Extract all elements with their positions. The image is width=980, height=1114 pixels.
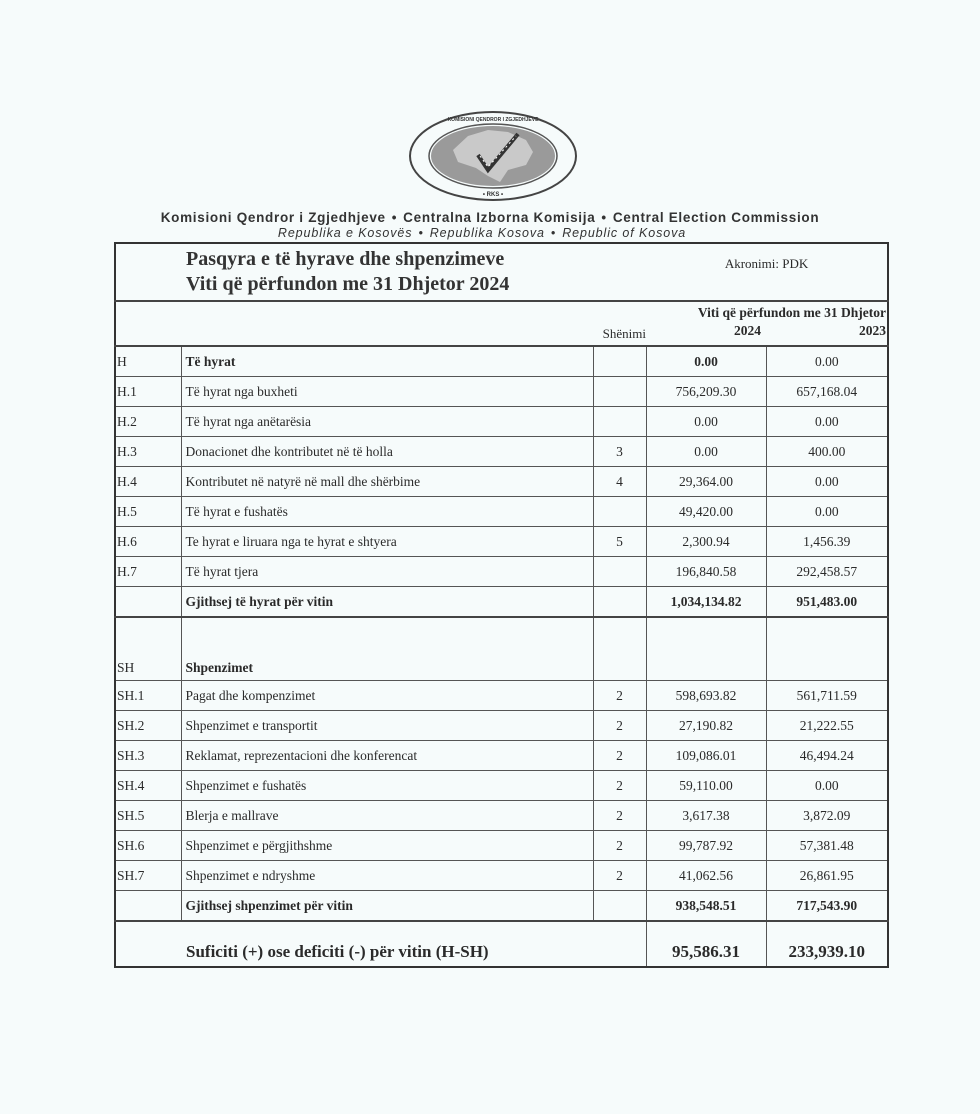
row-label: Blerja e mallrave [181, 801, 593, 831]
row-note: 2 [593, 801, 646, 831]
row-value-2024: 109,086.01 [646, 741, 766, 771]
row-value-2024: 598,693.82 [646, 681, 766, 711]
row-label: Gjithsej të hyrat për vitin [181, 587, 593, 618]
row-note [593, 407, 646, 437]
row-code: SH.3 [115, 741, 181, 771]
row-value-2024: 0.00 [646, 407, 766, 437]
row-value-2024: 938,548.51 [646, 891, 766, 922]
income-rows [115, 377, 888, 587]
row-label: Shpenzimet e fushatës [181, 771, 593, 801]
table-row [115, 497, 888, 527]
income-section-row [115, 346, 888, 377]
row-code: SH.2 [115, 711, 181, 741]
row-code: SH.6 [115, 831, 181, 861]
row-value-2024: 49,420.00 [646, 497, 766, 527]
column-header-row [115, 301, 888, 346]
row-label: Te hyrat e liruara nga te hyrat e shtyera [181, 527, 593, 557]
row-label: Shpenzimet e transportit [181, 711, 593, 741]
row-label: Donacionet dhe kontributet në të holla [181, 437, 593, 467]
row-value-2023: 21,222.55 [766, 711, 888, 741]
row-value-2023: 3,872.09 [766, 801, 888, 831]
republic-name-en: Republic of Kosova [562, 226, 687, 240]
row-code: H.5 [115, 497, 181, 527]
row-label: Pagat dhe kompenzimet [181, 681, 593, 711]
row-value-2023: 1,456.39 [766, 527, 888, 557]
row-note [593, 557, 646, 587]
expenses-total-row [115, 891, 888, 922]
row-value-2024: 756,209.30 [646, 377, 766, 407]
row-note: 5 [593, 527, 646, 557]
org-name-sr: Centralna Izborna Komisija [403, 210, 596, 225]
row-note [593, 617, 646, 681]
year-2023-header: 2023 [859, 323, 887, 338]
row-value-2024: 3,617.38 [646, 801, 766, 831]
expense-rows [115, 681, 888, 891]
row-label: Gjithsej shpenzimet për vitin [181, 891, 593, 922]
row-code: H.1 [115, 377, 181, 407]
row-value-2023: 0.00 [766, 407, 888, 437]
row-code: SH [115, 617, 181, 681]
separator: • [391, 210, 398, 225]
row-note: 2 [593, 681, 646, 711]
row-code: H.7 [115, 557, 181, 587]
row-value-2024: 27,190.82 [646, 711, 766, 741]
income-total-row [115, 587, 888, 618]
row-label: Të hyrat [181, 346, 593, 377]
row-code: H.3 [115, 437, 181, 467]
row-note [593, 497, 646, 527]
org-name-sq: Komisioni Qendror i Zgjedhjeve [160, 210, 386, 225]
acronym: Akronimi: PDK [646, 243, 888, 301]
row-code: H.2 [115, 407, 181, 437]
row-value-2023: 57,381.48 [766, 831, 888, 861]
table-row [115, 831, 888, 861]
income-expense-statement-table [114, 242, 889, 968]
table-row [115, 861, 888, 891]
surplus-deficit-2023: 233,939.10 [766, 921, 888, 967]
row-code: H.4 [115, 467, 181, 497]
year-2024-header: 2024 [734, 323, 762, 338]
separator: • [601, 210, 607, 225]
row-note: 2 [593, 741, 646, 771]
table-row [115, 377, 888, 407]
title-line-1: Pasqyra e të hyrave dhe shpenzimeve [186, 248, 505, 270]
row-value-2024: 41,062.56 [646, 861, 766, 891]
separator: • [550, 226, 557, 240]
row-value-2023: 0.00 [766, 346, 888, 377]
surplus-deficit-row [115, 921, 888, 967]
row-value-2023: 400.00 [766, 437, 888, 467]
row-code [115, 587, 181, 618]
table-row [115, 557, 888, 587]
row-note: 2 [593, 831, 646, 861]
row-label: Të hyrat nga anëtarësia [181, 407, 593, 437]
row-label: Të hyrat e fushatës [181, 497, 593, 527]
republic-name-sr: Republika Kosova [429, 226, 545, 240]
table-row [115, 527, 888, 557]
row-code: H.6 [115, 527, 181, 557]
surplus-deficit-2024: 95,586.31 [646, 921, 766, 967]
row-value-2023: 561,711.59 [766, 681, 888, 711]
row-value-2024: 99,787.92 [646, 831, 766, 861]
table-row [115, 741, 888, 771]
row-label: Reklamat, reprezentacioni dhe konferencat [181, 741, 593, 771]
row-value-2024 [646, 617, 766, 681]
row-note [593, 891, 646, 922]
table-row [115, 771, 888, 801]
row-code: SH.1 [115, 681, 181, 711]
table-row [115, 407, 888, 437]
period-header [646, 301, 888, 346]
table-row [115, 801, 888, 831]
row-label: Të hyrat tjera [181, 557, 593, 587]
svg-text:KOMISIONI QENDROR I ZGJEDHJEVE: KOMISIONI QENDROR I ZGJEDHJEVE [447, 117, 539, 123]
row-code: SH.5 [115, 801, 181, 831]
row-value-2023: 657,168.04 [766, 377, 888, 407]
row-value-2023: 0.00 [766, 467, 888, 497]
row-value-2023: 292,458.57 [766, 557, 888, 587]
row-value-2024: 196,840.58 [646, 557, 766, 587]
table-row [115, 711, 888, 741]
expenses-section-row [115, 617, 888, 681]
row-note: 4 [593, 467, 646, 497]
republic-name-sq: Republika e Kosovës [277, 226, 413, 240]
row-value-2023: 0.00 [766, 497, 888, 527]
row-value-2023: 46,494.24 [766, 741, 888, 771]
row-value-2023: 951,483.00 [766, 587, 888, 618]
row-code: H [115, 346, 181, 377]
statement-title [115, 243, 646, 301]
row-label: Kontributet në natyrë në mall dhe shërbime [181, 467, 593, 497]
row-value-2024: 1,034,134.82 [646, 587, 766, 618]
row-value-2024: 0.00 [646, 346, 766, 377]
row-value-2023: 717,543.90 [766, 891, 888, 922]
organization-names [0, 210, 980, 225]
row-value-2024: 29,364.00 [646, 467, 766, 497]
row-value-2023: 26,861.95 [766, 861, 888, 891]
row-note: 2 [593, 861, 646, 891]
row-value-2024: 0.00 [646, 437, 766, 467]
period-header-label: Viti që përfundon me 31 Dhjetor [697, 305, 887, 320]
republic-names [0, 226, 972, 240]
row-code [115, 891, 181, 922]
row-note [593, 377, 646, 407]
table-row [115, 437, 888, 467]
row-note [593, 346, 646, 377]
statement-title-row [115, 243, 888, 301]
cec-seal-logo [408, 110, 578, 202]
row-code: SH.7 [115, 861, 181, 891]
row-note: 3 [593, 437, 646, 467]
row-label: Të hyrat nga buxheti [181, 377, 593, 407]
row-label: Shpenzimet e përgjithshme [181, 831, 593, 861]
table-row [115, 467, 888, 497]
row-value-2024: 59,110.00 [646, 771, 766, 801]
note-column-header: Shënimi [115, 301, 646, 346]
svg-text:• RKS •: • RKS • [482, 192, 504, 198]
table-row [115, 681, 888, 711]
row-value-2023 [766, 617, 888, 681]
row-label: Shpenzimet [181, 617, 593, 681]
row-value-2023: 0.00 [766, 771, 888, 801]
row-value-2024: 2,300.94 [646, 527, 766, 557]
row-code: SH.4 [115, 771, 181, 801]
title-line-2: Viti që përfundon me 31 Dhjetor 2024 [186, 273, 510, 295]
row-note [593, 587, 646, 618]
row-note: 2 [593, 771, 646, 801]
org-name-en: Central Election Commission [612, 210, 820, 225]
surplus-deficit-label: Suficiti (+) ose deficiti (-) për vitin (H-SH) [115, 921, 646, 967]
row-label: Shpenzimet e ndryshme [181, 861, 593, 891]
row-note: 2 [593, 711, 646, 741]
separator: • [418, 226, 424, 240]
